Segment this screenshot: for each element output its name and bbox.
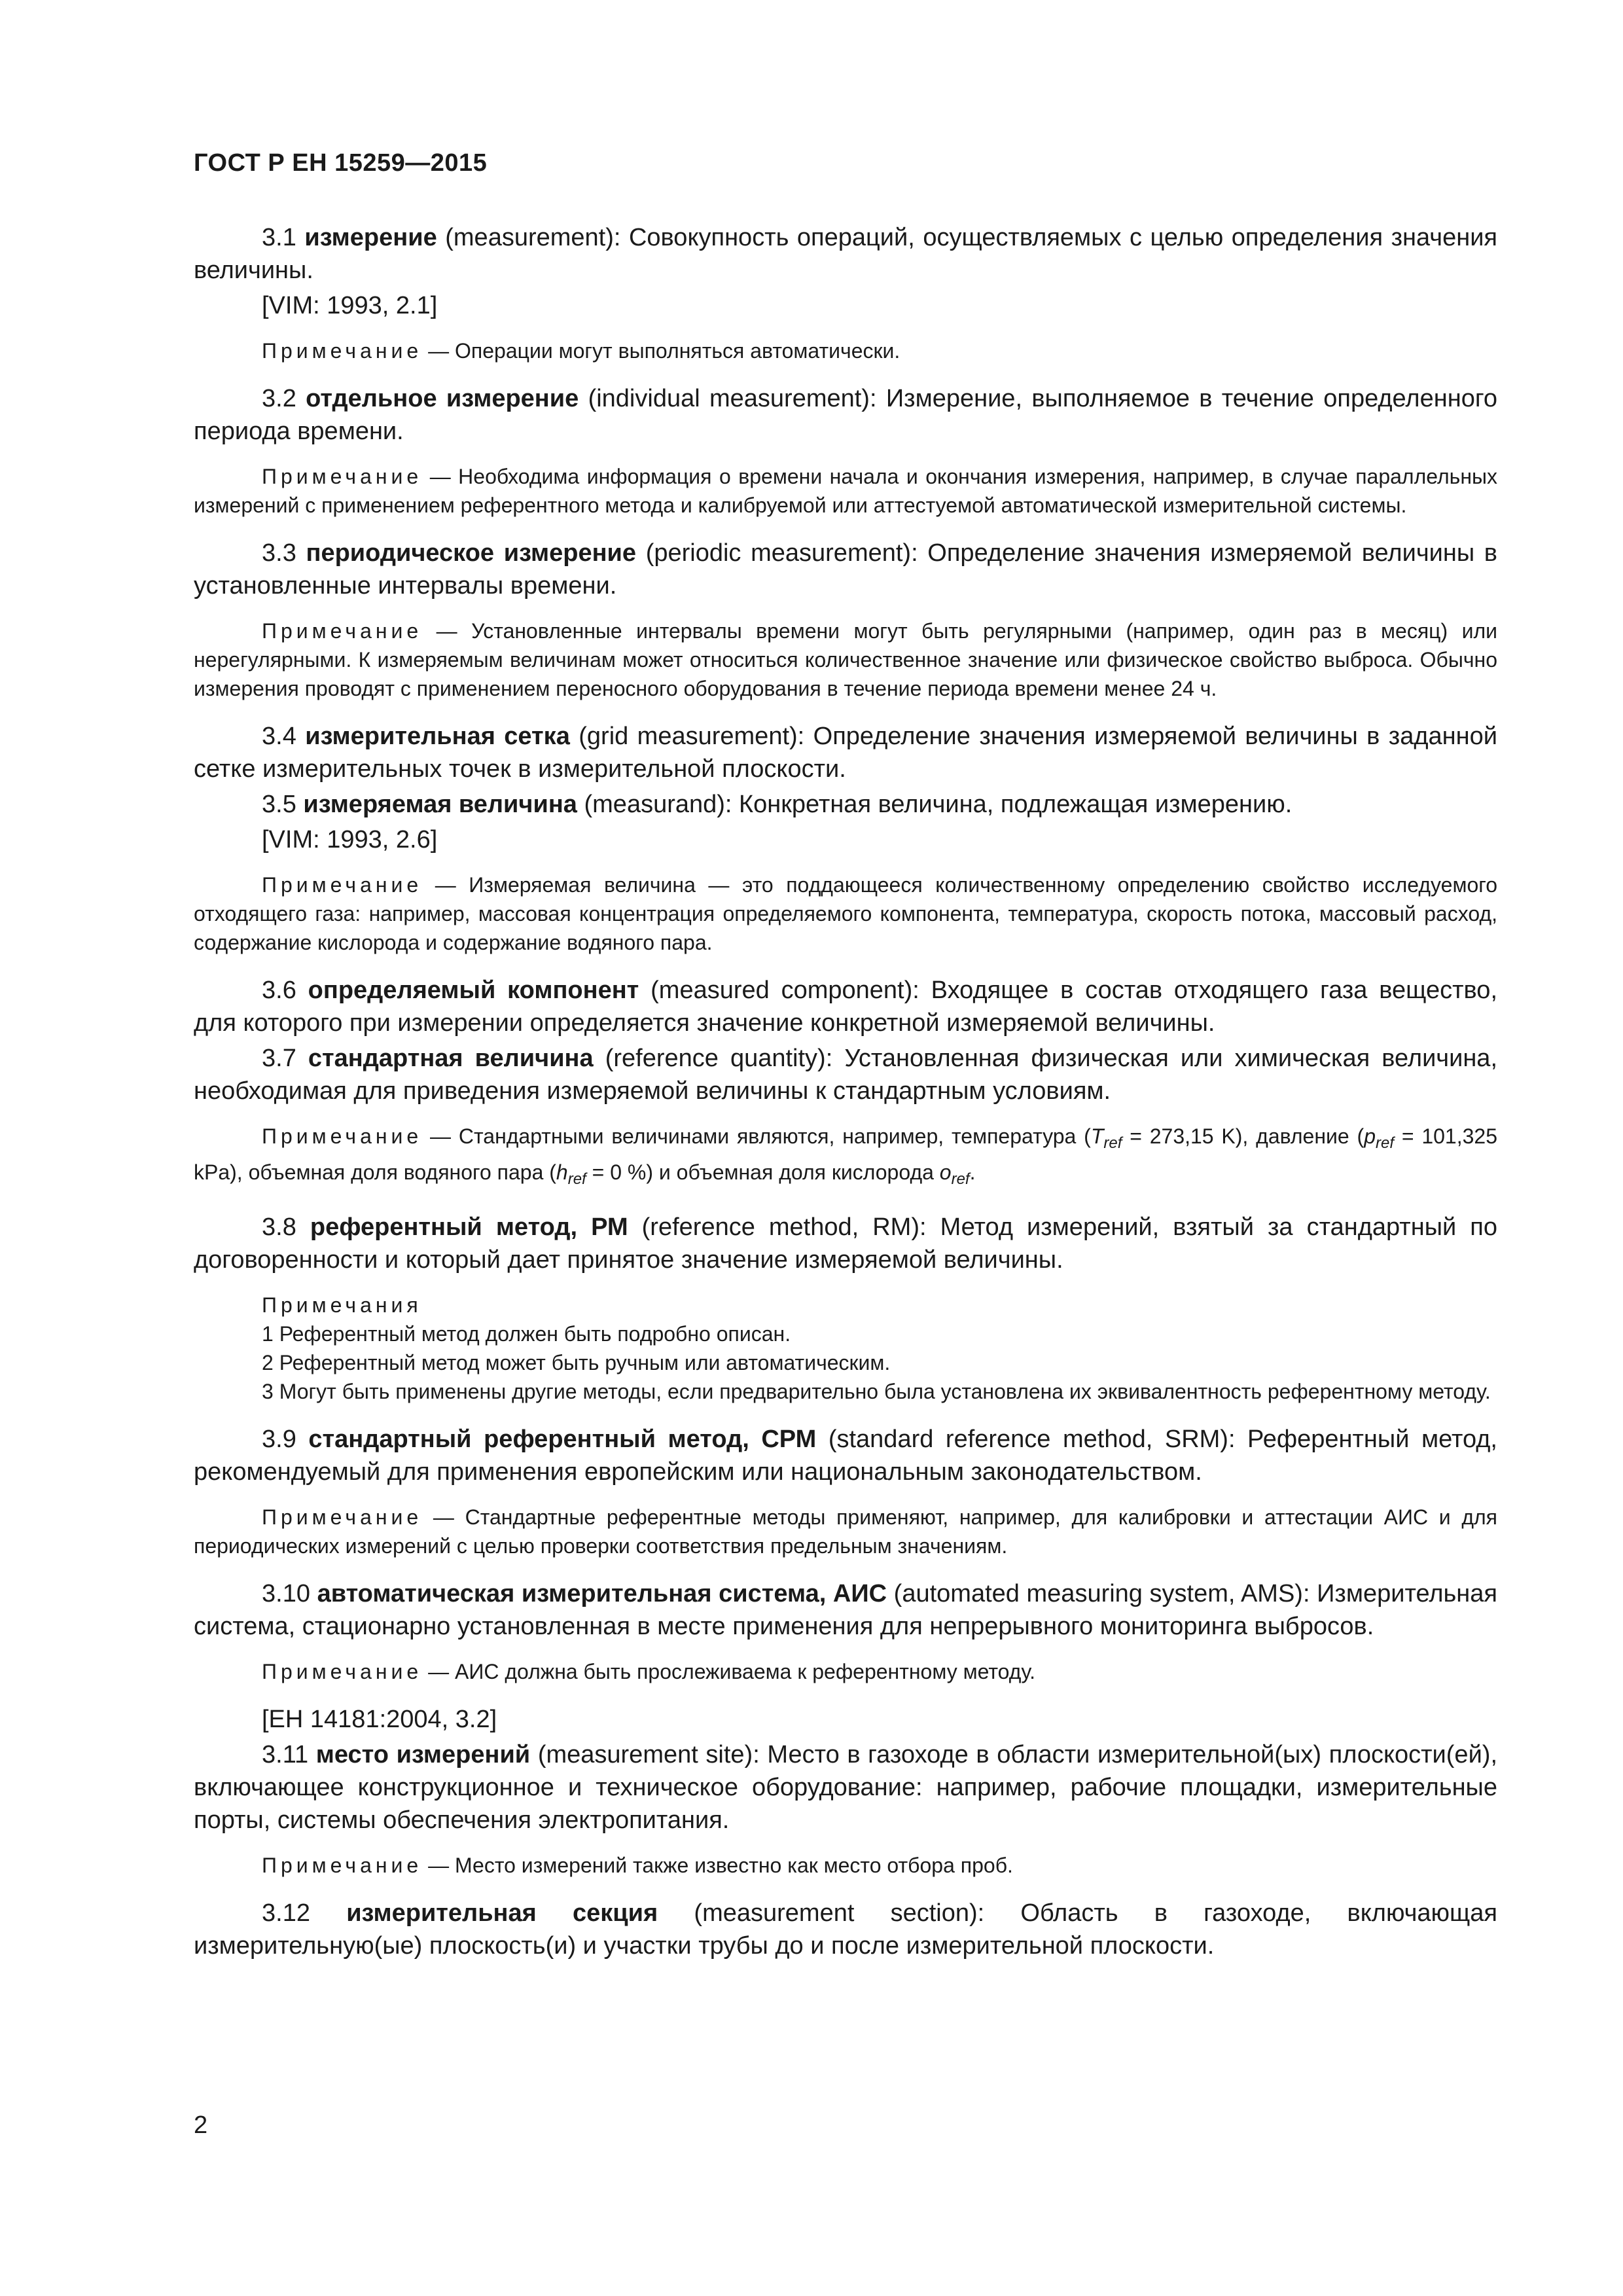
term-3-3-title: периодическое измерение <box>306 539 637 567</box>
notes-heading: Примечания <box>262 1293 422 1317</box>
term-3-5-note: Примечание — Измеряемая величина — это поддающееся количественному определению свойство исследуемого отходящего газа: например, массовая концентрация определяемого компонента, температура, скорость потока, массовый расход, содержание кислорода и содержание водяного пара. <box>194 873 1497 954</box>
term-3-2: 3.2 отдельное измерение (individual measurement): Измерение, выполняемое в течение определенного периода времени. <box>194 385 1497 445</box>
term-3-1-ref: [VIM: 1993, 2.1] <box>262 292 438 319</box>
term-3-9-note: Примечание — Стандартные референтные методы применяют, например, для калибровки и аттестации АИС и для периодических измерений с целью проверки соответствия предельным значениям. <box>194 1505 1497 1558</box>
term-3-1-note: Примечание — Операции могут выполняться автоматически. <box>262 339 901 363</box>
term-3-3: 3.3 периодическое измерение (periodic measurement): Определение значения измеряемой величины в установленные интервалы времени. <box>194 539 1497 600</box>
term-3-10-ref: [ЕН 14181:2004, 3.2] <box>262 1706 497 1733</box>
term-3-4-title: измерительная сетка <box>305 723 570 750</box>
term-3-8: 3.8 референтный метод, РМ (reference method, RM): Метод измерений, взятый за стандартный по договоренности и который дает принятое значение измеряемой величины. <box>194 1213 1497 1274</box>
term-3-10-title: автоматическая измерительная система, АИС <box>317 1580 887 1607</box>
term-3-7-note: Примечание — Стандартными величинами являются, например, температура ($T_{ref} = 273,15$ K), давление ($p_{ref} = 101,325$ kPa), объемная доля водяного пара ($h_{ref} = 0$ %) и объемная доля кислорода $o_{ref}$. <box>194 1124 1498 1188</box>
terms-content <box>194 221 1497 1965</box>
term-3-11-note: Примечание — Место измерений также известно как место отбора проб. <box>262 1854 1013 1877</box>
term-3-5-title: измеряемая величина <box>303 791 577 818</box>
term-3-10: 3.10 автоматическая измерительная система, АИС (automated measuring system, AMS): Измерительная система, стационарно установленная в месте применения для непрерывного мониторинга выбросов. <box>194 1580 1497 1640</box>
term-3-5-ref: [VIM: 1993, 2.6] <box>262 826 438 853</box>
note-item: 1 Референтный метод должен быть подробно описан. <box>262 1322 791 1346</box>
term-3-5: 3.5 измеряемая величина (measurand): Конкретная величина, подлежащая измерению. <box>262 791 1293 818</box>
term-3-6-title: определяемый компонент <box>308 977 639 1004</box>
note-item: 3 Могут быть применены другие методы, если предварительно была установлена их эквивалентность референтному методу. <box>262 1380 1491 1403</box>
term-3-11: 3.11 место измерений (measurement site): Место в газоходе в области измерительной(ых) плоскости(ей), включающее конструкционное и техническое оборудование: например, рабочие площадки, измерительные порты, системы обеспечения электропитания. <box>194 1741 1498 1834</box>
term-3-9: 3.9 стандартный референтный метод, СРМ (standard reference method, SRM): Референтный метод, рекомендуемый для применения европейским или национальным законодательством. <box>194 1426 1497 1486</box>
standard-header: ГОСТ Р ЕН 15259—2015 <box>194 149 488 177</box>
term-3-7-title: стандартная величина <box>308 1045 594 1072</box>
term-3-12-title: измерительная секция <box>346 1899 658 1927</box>
term-3-2-note: Примечание — Необходима информация о времени начала и окончания измерения, например, в случае параллельных измерений с применением референтного метода и калибруемой или аттестуемой автоматической измерительной системы. <box>194 465 1497 517</box>
term-3-3-note: Примечание — Установленные интервалы времени могут быть регулярными (например, один раз в месяц) или нерегулярными. К измеряемым величинам может относиться количественное значение или физическое свойство выброса. Обычно измерения проводят с применением переносного оборудования в течение периода времени менее 24 ч. <box>194 619 1497 700</box>
term-3-8-notes <box>194 1291 1497 1406</box>
term-3-12: 3.12 измерительная секция (measurement section): Область в газоходе, включающая измерительную(ые) плоскость(и) и участки трубы до и после измерительной плоскости. <box>194 1899 1498 1960</box>
note-item: 2 Референтный метод может быть ручным или автоматическим. <box>262 1351 891 1374</box>
term-3-10-note: Примечание — АИС должна быть прослеживаема к референтному методу. <box>262 1660 1036 1683</box>
page-number: 2 <box>194 2111 208 2139</box>
term-3-7: 3.7 стандартная величина (reference quantity): Установленная физическая или химическая величина, необходимая для приведения измеряемой величины к стандартным условиям. <box>194 1045 1498 1105</box>
term-3-6: 3.6 определяемый компонент (measured component): Входящее в состав отходящего газа вещество, для которого при измерении определяется значение конкретной измеряемой величины. <box>194 977 1498 1037</box>
term-3-8-title: референтный метод, РМ <box>310 1213 628 1241</box>
term-3-11-title: место измерений <box>315 1741 531 1768</box>
term-3-9-title: стандартный референтный метод, СРМ <box>308 1426 817 1453</box>
term-3-1: 3.1 измерение (measurement): Совокупность операций, осуществляемых с целью определения значения величины. <box>194 224 1498 284</box>
term-3-2-title: отдельное измерение <box>306 385 579 412</box>
term-3-1-title: измерение <box>304 224 437 251</box>
term-3-4: 3.4 измерительная сетка (grid measurement): Определение значения измеряемой величины в заданной сетке измерительных точек в измерительной плоскости. <box>194 723 1497 783</box>
